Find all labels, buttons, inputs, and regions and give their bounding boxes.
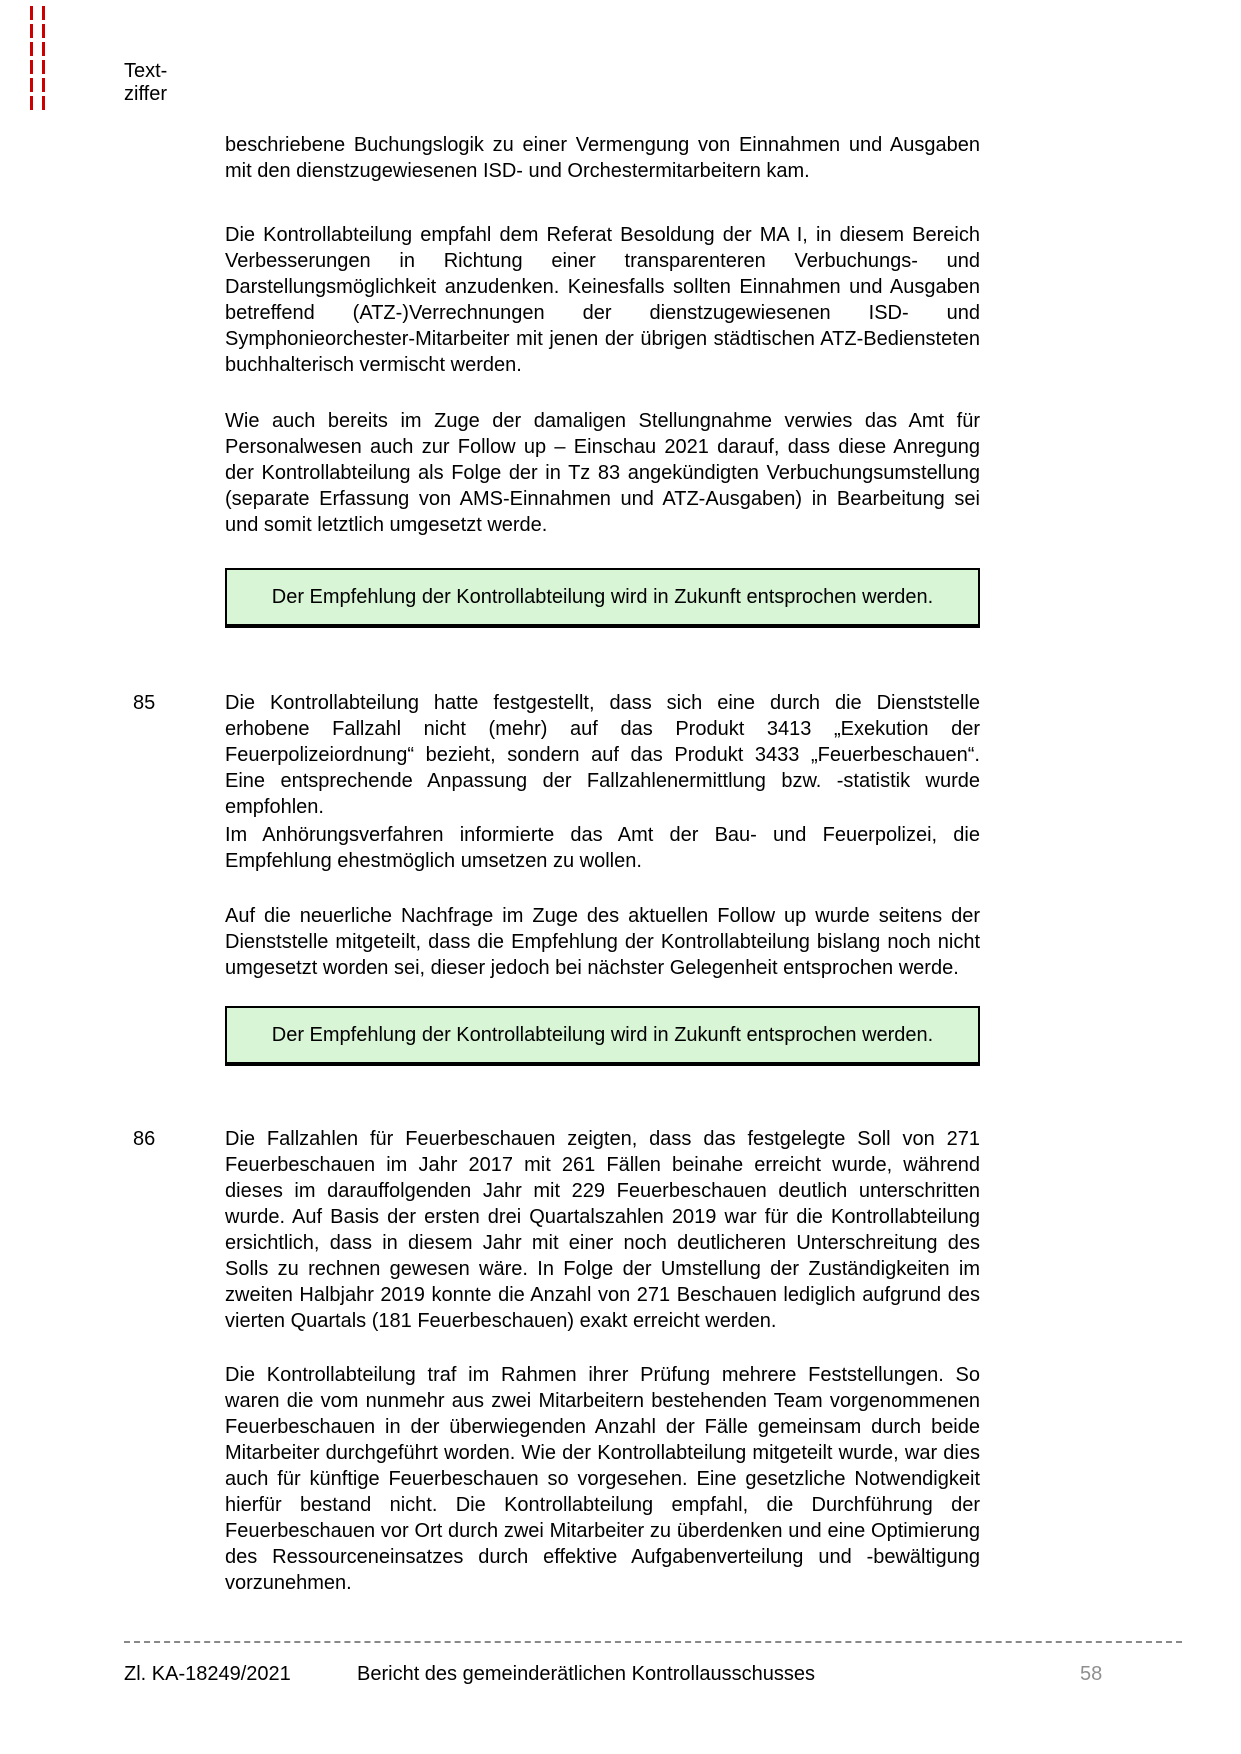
revision-mark-icon [30, 60, 45, 74]
revision-mark-icon [30, 24, 45, 38]
recommendation-status-text-1: Der Empfehlung der Kontrollabteilung wird in Zukunft entsprochen werden. [271, 585, 934, 608]
revision-mark-icon [30, 96, 45, 110]
recommendation-status-box-2 [225, 1006, 980, 1066]
revision-mark-icon [30, 6, 45, 20]
revision-mark-icon [30, 78, 45, 92]
footer-report-title: Bericht des gemeinderätlichen Kontrollausschusses [357, 1663, 816, 1685]
footer-dashed-divider [124, 1641, 1182, 1643]
paragraph-86-feststellungen: Die Kontrollabteilung traf im Rahmen ihrer Prüfung mehrere Feststellungen. So waren die vom nunmehr aus zwei Mitarbeitern bestehenden Team vorgenommenen Feuerbeschauen in der überwiegenden Anzahl der Fälle gemeinsam durch beide Mitarbeiter durchgeführt worden. Wie der Kontrollabteilung mitgeteilt wurde, war dies auch für künftige Feuerbeschauen so vorgesehen. Eine gesetzliche Notwendigkeit hierfür bestand nicht. Die Kontrollabteilung empfahl, die Durchführung der Feuerbeschauen vor Ort durch zwei Mitarbeiter zu überdenken und eine Optimierung des Ressourceneinsatzes durch effektive Aufgabenverteilung und -bewältigung vorzunehmen. [225, 1364, 980, 1594]
footer-reference-number: Zl. KA-18249/2021 [124, 1663, 291, 1685]
recommendation-status-text-2: Der Empfehlung der Kontrollabteilung wird in Zukunft entsprochen werden. [271, 1023, 934, 1046]
paragraph-85-finding: Die Kontrollabteilung hatte festgestellt, dass sich eine durch die Dienststelle erhobene Fallzahl nicht (mehr) auf das Produkt 3413 „Exekution der Feuerpolizeiordnung“ bezieht, sondern auf das Produkt 3433 „Feuerbeschauen“. Eine entsprechende Anpassung der Fallzahlenermittlung bzw. -statistik wurde empfohlen. [225, 692, 980, 818]
textziffer-number-86: 86 [133, 1128, 156, 1150]
paragraph-85-hearing: Im Anhörungsverfahren informierte das Amt der Bau- und Feuerpolizei, die Empfehlung ehestmöglich umsetzen zu wollen. [225, 824, 980, 872]
revision-mark-icon [30, 42, 45, 56]
margin-column-heading [124, 60, 167, 106]
recommendation-status-box-1 [225, 568, 980, 628]
paragraph-intro-continuation: beschriebene Buchungslogik zu einer Vermengung von Einnahmen und Ausgaben mit den dienstzugewiesenen ISD- und Orchestermitarbeitern kam. [225, 134, 980, 182]
revision-marks [30, 6, 45, 110]
paragraph-followup-statement: Wie auch bereits im Zuge der damaligen Stellungnahme verwies das Amt für Personalwesen auch zur Follow up – Einschau 2021 darauf, dass diese Anregung der Kontrollabteilung als Folge der in Tz 83 angekündigten Verbuchungsumstellung (separate Erfassung von AMS-Einnahmen und ATZ-Ausgaben) in Bearbeitung sei und somit letztlich umgesetzt werde. [225, 410, 980, 536]
footer-page-number: 58 [1080, 1663, 1103, 1685]
textziffer-number-85: 85 [133, 692, 156, 714]
margin-heading-line2: ziffer [124, 83, 167, 105]
margin-heading-line1: Text- [124, 60, 168, 82]
paragraph-86-fallzahlen: Die Fallzahlen für Feuerbeschauen zeigten, dass das festgelegte Soll von 271 Feuerbeschauen im Jahr 2017 mit 261 Fällen beinahe erreicht wurde, während dieses im darauffolgenden Jahr mit 229 Feuerbeschauen deutlich unterschritten wurde. Auf Basis der ersten drei Quartalszahlen 2019 war für die Kontrollabteilung ersichtlich, dass in diesem Jahr mit einer noch deutlicheren Unterschreitung des Solls zu rechnen gewesen wäre. In Folge der Umstellung der Zuständigkeiten im zweiten Halbjahr 2019 konnte die Anzahl von 271 Beschauen lediglich aufgrund des vierten Quartals (181 Feuerbeschauen) exakt erreicht werden. [225, 1128, 980, 1332]
paragraph-recommendation-ma1: Die Kontrollabteilung empfahl dem Referat Besoldung der MA I, in diesem Bereich Verbesserungen in Richtung einer transparenteren Verbuchungs- und Darstellungsmöglichkeit anzudenken. Keinesfalls sollten Einnahmen und Ausgaben betreffend (ATZ-)Verrechnungen der dienstzugewiesenen ISD- und Symphonieorchester-Mitarbeiter mit jenen der übrigen städtischen ATZ-Bediensteten buchhalterisch vermischt werden. [225, 224, 980, 376]
paragraph-85-followup: Auf die neuerliche Nachfrage im Zuge des aktuellen Follow up wurde seitens der Dienststelle mitgeteilt, dass die Empfehlung der Kontrollabteilung bislang noch nicht umgesetzt worden sei, dieser jedoch bei nächster Gelegenheit entsprochen werde. [225, 905, 980, 979]
